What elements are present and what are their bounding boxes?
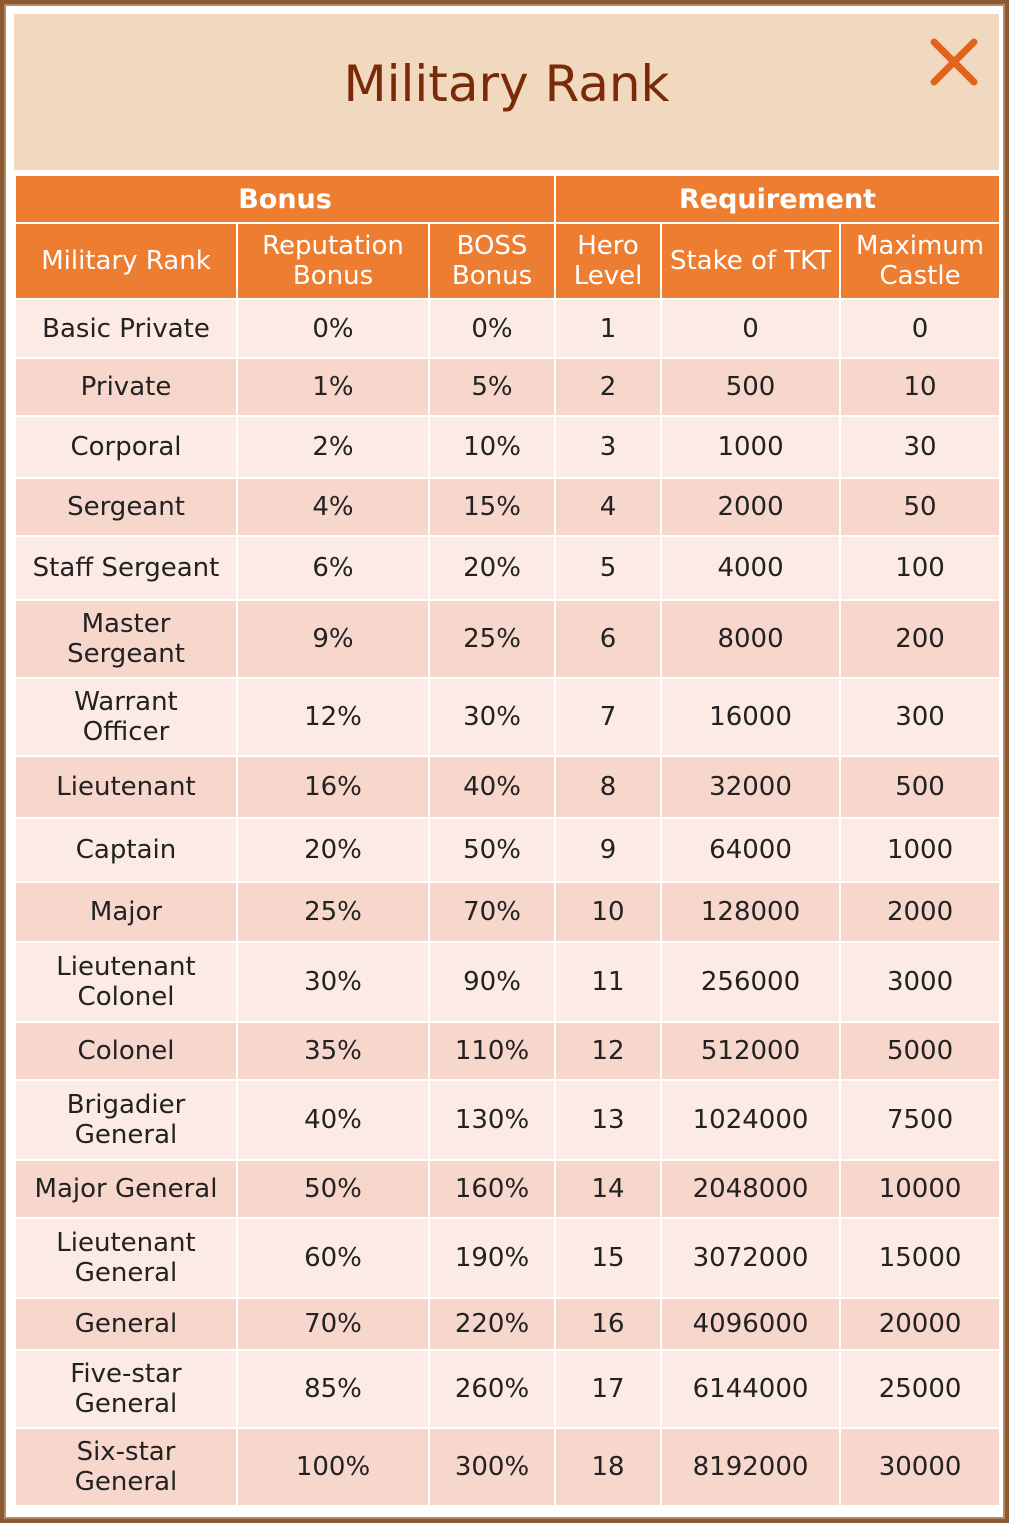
cell-boss-bonus: 15% [429,478,555,536]
column-header-boss-bonus: BOSS Bonus [429,223,555,299]
cell-military-rank: Staff Sergeant [15,536,237,600]
cell-boss-bonus: 20% [429,536,555,600]
cell-stake-of-tkt: 2048000 [661,1160,840,1218]
cell-reputation-bonus: 6% [237,536,429,600]
cell-hero-level: 1 [555,299,661,358]
dialog-header [14,14,999,170]
dialog-title: Military Rank [343,55,670,113]
cell-reputation-bonus: 40% [237,1080,429,1160]
column-header-reputation-bonus: Reputation Bonus [237,223,429,299]
cell-stake-of-tkt: 6144000 [661,1350,840,1428]
cell-stake-of-tkt: 256000 [661,942,840,1022]
cell-military-rank: Private [15,358,237,416]
cell-maximum-castle: 500 [840,756,1000,818]
cell-maximum-castle: 300 [840,678,1000,756]
table-row [15,1080,1000,1160]
cell-reputation-bonus: 70% [237,1298,429,1350]
cell-military-rank: Major General [15,1160,237,1218]
cell-boss-bonus: 0% [429,299,555,358]
cell-maximum-castle: 3000 [840,942,1000,1022]
cell-maximum-castle: 25000 [840,1350,1000,1428]
cell-military-rank: Basic Private [15,299,237,358]
cell-reputation-bonus: 25% [237,882,429,942]
cell-boss-bonus: 130% [429,1080,555,1160]
cell-maximum-castle: 30000 [840,1428,1000,1506]
cell-stake-of-tkt: 128000 [661,882,840,942]
cell-boss-bonus: 40% [429,756,555,818]
cell-boss-bonus: 260% [429,1350,555,1428]
cell-maximum-castle: 50 [840,478,1000,536]
group-header-bonus: Bonus [15,175,555,223]
cell-military-rank: Five-star General [15,1350,237,1428]
cell-military-rank: Six-star General [15,1428,237,1506]
table-row [15,1022,1000,1080]
cell-maximum-castle: 200 [840,600,1000,678]
table-row [15,942,1000,1022]
table-row [15,756,1000,818]
cell-hero-level: 18 [555,1428,661,1506]
column-header-maximum-castle: Maximum Castle [840,223,1000,299]
cell-boss-bonus: 25% [429,600,555,678]
table-row [15,1428,1000,1506]
cell-reputation-bonus: 9% [237,600,429,678]
cell-hero-level: 11 [555,942,661,1022]
cell-boss-bonus: 160% [429,1160,555,1218]
military-rank-table [14,174,1001,1507]
cell-boss-bonus: 190% [429,1218,555,1298]
cell-military-rank: Colonel [15,1022,237,1080]
cell-military-rank: Master Sergeant [15,600,237,678]
close-button[interactable] [928,36,980,88]
cell-stake-of-tkt: 3072000 [661,1218,840,1298]
cell-maximum-castle: 10 [840,358,1000,416]
table-row [15,1298,1000,1350]
table-row [15,600,1000,678]
table-row [15,678,1000,756]
cell-hero-level: 2 [555,358,661,416]
cell-maximum-castle: 1000 [840,818,1000,882]
cell-hero-level: 12 [555,1022,661,1080]
cell-hero-level: 5 [555,536,661,600]
cell-maximum-castle: 2000 [840,882,1000,942]
cell-boss-bonus: 70% [429,882,555,942]
cell-stake-of-tkt: 2000 [661,478,840,536]
cell-stake-of-tkt: 1000 [661,416,840,478]
cell-boss-bonus: 90% [429,942,555,1022]
cell-hero-level: 6 [555,600,661,678]
table-row [15,358,1000,416]
cell-stake-of-tkt: 0 [661,299,840,358]
table-row [15,416,1000,478]
table-row [15,818,1000,882]
cell-reputation-bonus: 35% [237,1022,429,1080]
cell-hero-level: 16 [555,1298,661,1350]
cell-military-rank: Warrant Officer [15,678,237,756]
cell-maximum-castle: 15000 [840,1218,1000,1298]
cell-maximum-castle: 30 [840,416,1000,478]
cell-reputation-bonus: 12% [237,678,429,756]
cell-maximum-castle: 5000 [840,1022,1000,1080]
cell-military-rank: Corporal [15,416,237,478]
column-header-hero-level: Hero Level [555,223,661,299]
cell-maximum-castle: 0 [840,299,1000,358]
cell-military-rank: Major [15,882,237,942]
cell-reputation-bonus: 60% [237,1218,429,1298]
cell-military-rank: Captain [15,818,237,882]
cell-military-rank: Sergeant [15,478,237,536]
table-row [15,478,1000,536]
cell-reputation-bonus: 0% [237,299,429,358]
cell-hero-level: 14 [555,1160,661,1218]
cell-boss-bonus: 30% [429,678,555,756]
cell-reputation-bonus: 85% [237,1350,429,1428]
cell-military-rank: Lieutenant Colonel [15,942,237,1022]
close-icon [928,36,980,88]
cell-boss-bonus: 50% [429,818,555,882]
cell-boss-bonus: 110% [429,1022,555,1080]
cell-hero-level: 15 [555,1218,661,1298]
table-row [15,1350,1000,1428]
cell-stake-of-tkt: 512000 [661,1022,840,1080]
cell-stake-of-tkt: 16000 [661,678,840,756]
cell-reputation-bonus: 100% [237,1428,429,1506]
cell-hero-level: 9 [555,818,661,882]
cell-stake-of-tkt: 1024000 [661,1080,840,1160]
cell-hero-level: 10 [555,882,661,942]
table-row [15,1218,1000,1298]
cell-maximum-castle: 10000 [840,1160,1000,1218]
cell-reputation-bonus: 2% [237,416,429,478]
cell-hero-level: 17 [555,1350,661,1428]
cell-stake-of-tkt: 8000 [661,600,840,678]
table-row [15,299,1000,358]
cell-maximum-castle: 20000 [840,1298,1000,1350]
table-row [15,1160,1000,1218]
cell-maximum-castle: 7500 [840,1080,1000,1160]
table-row [15,882,1000,942]
cell-reputation-bonus: 50% [237,1160,429,1218]
cell-military-rank: Brigadier General [15,1080,237,1160]
cell-reputation-bonus: 16% [237,756,429,818]
cell-hero-level: 4 [555,478,661,536]
cell-boss-bonus: 300% [429,1428,555,1506]
cell-stake-of-tkt: 8192000 [661,1428,840,1506]
cell-stake-of-tkt: 64000 [661,818,840,882]
cell-maximum-castle: 100 [840,536,1000,600]
cell-reputation-bonus: 30% [237,942,429,1022]
cell-stake-of-tkt: 32000 [661,756,840,818]
cell-boss-bonus: 5% [429,358,555,416]
table-row [15,536,1000,600]
cell-military-rank: Lieutenant [15,756,237,818]
cell-boss-bonus: 10% [429,416,555,478]
cell-stake-of-tkt: 4096000 [661,1298,840,1350]
cell-military-rank: General [15,1298,237,1350]
cell-hero-level: 13 [555,1080,661,1160]
cell-reputation-bonus: 1% [237,358,429,416]
cell-stake-of-tkt: 500 [661,358,840,416]
cell-hero-level: 7 [555,678,661,756]
group-header-requirement: Requirement [555,175,1000,223]
cell-reputation-bonus: 20% [237,818,429,882]
cell-military-rank: Lieutenant General [15,1218,237,1298]
column-header-military-rank: Military Rank [15,223,237,299]
cell-hero-level: 8 [555,756,661,818]
cell-hero-level: 3 [555,416,661,478]
cell-reputation-bonus: 4% [237,478,429,536]
cell-stake-of-tkt: 4000 [661,536,840,600]
cell-boss-bonus: 220% [429,1298,555,1350]
column-header-stake-of-tkt: Stake of TKT [661,223,840,299]
